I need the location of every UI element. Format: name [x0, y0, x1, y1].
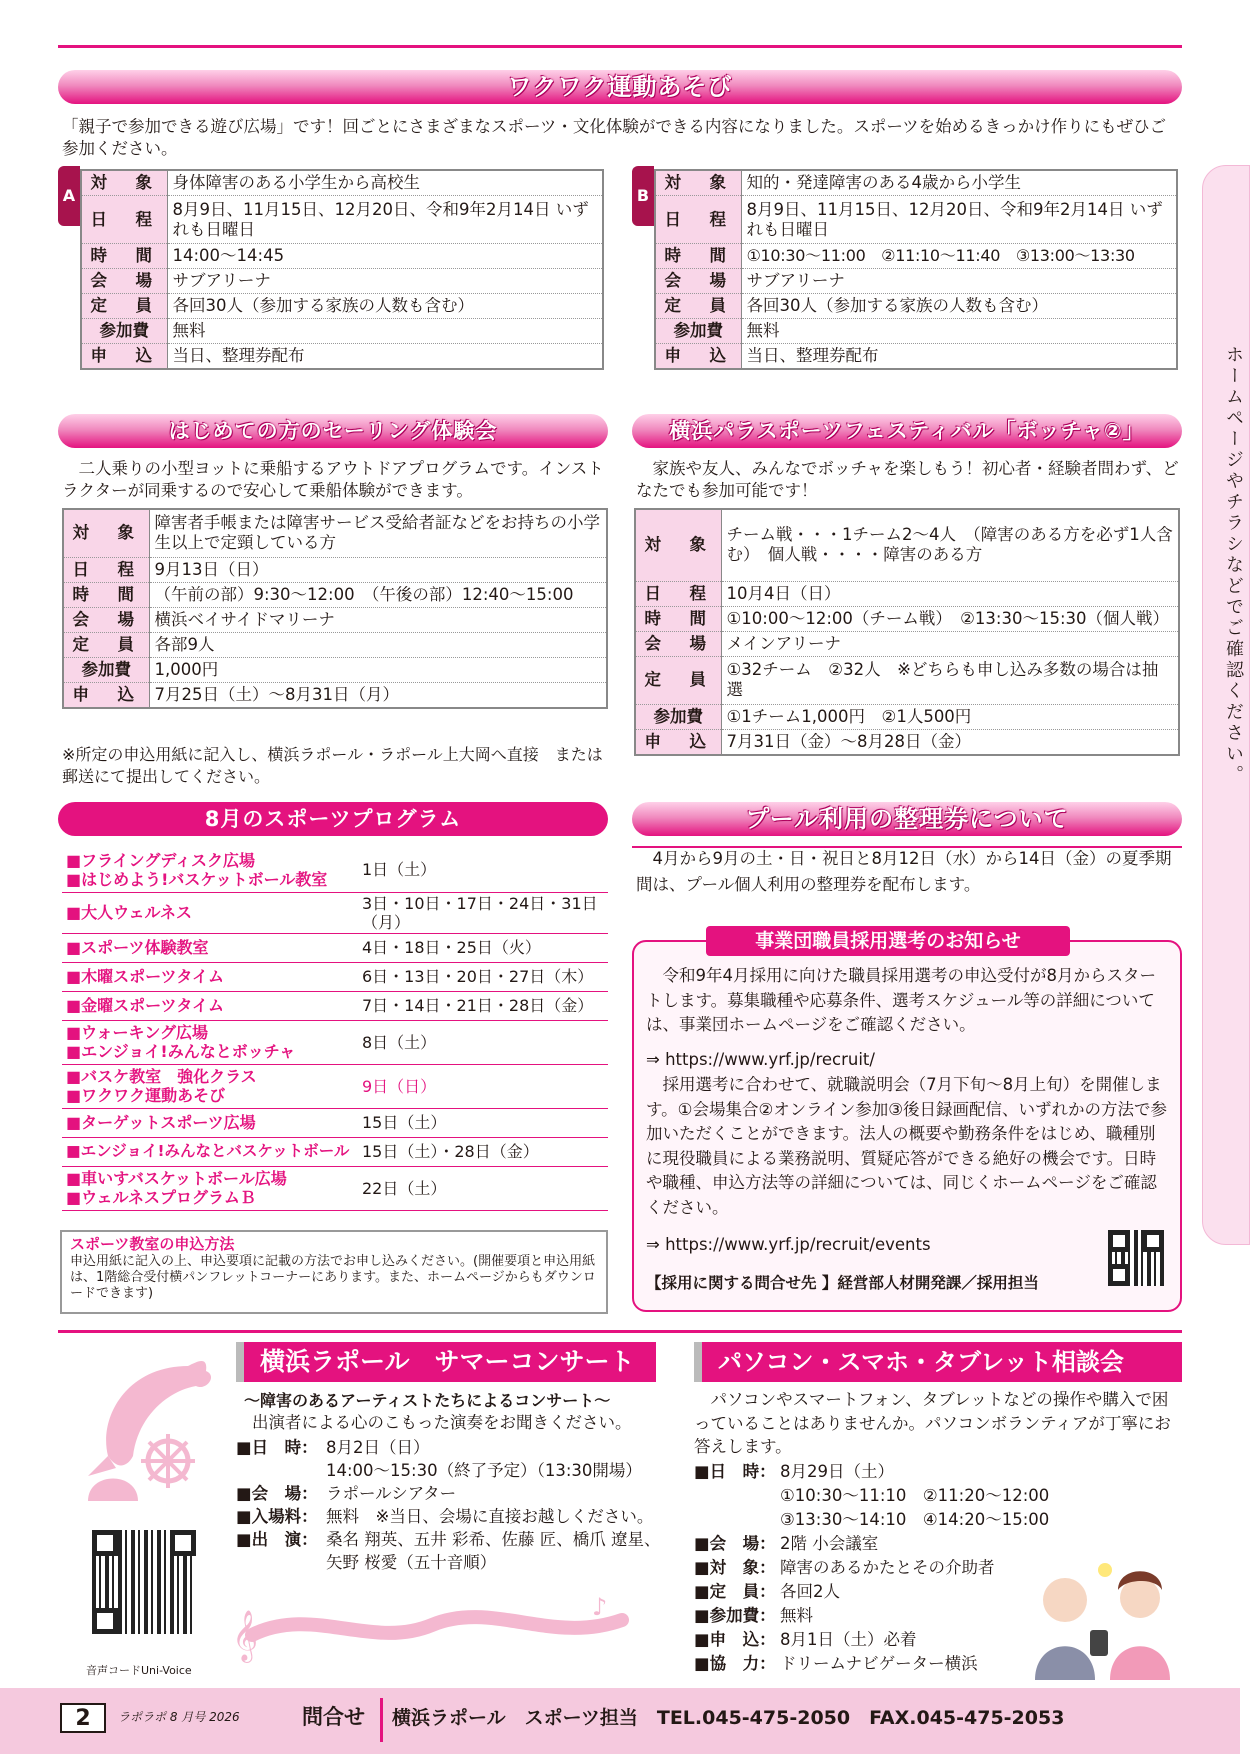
recruit-url1[interactable]: ⇒ https://www.yrf.jp/recruit/ — [646, 1050, 875, 1069]
concert-subtitle: 〜障害のあるアーティストたちによるコンサート〜 — [244, 1391, 611, 1410]
sailing-table: 対 象 障害者手帳または障害サービス受給者証などをお持ちの小学生以上で定頸している方 日 程 9月13日（日） 時 間 （午前の部）9:30〜12:00 （午後の部）12:40〜15:00 会 場 横浜ベイサイドマリーナ 定 員 各部9人 参加費 1,000円 申 込 7月25日（土）〜8月31日（月） — [62, 508, 608, 709]
waku-title: ワクワク運動あそび — [58, 70, 1182, 104]
concert-details: ■日 時： 8月2日（日） 14:00〜15:30（終了予定）（13:30開場） ■会 場： ラポールシアター ■入場料： 無料 ※当日、会場に直接お越しください。 ■出 演： 桑名 翔英、五井 彩希、佐藤 匠、橋爪 遼星、 矢野 桜愛（五十音順） — [236, 1438, 661, 1572]
consultation-illustration — [1030, 1560, 1180, 1680]
notice-title: スポーツ教室の申込方法 — [70, 1235, 235, 1253]
program-name: ■ターゲットスポーツ広場 — [62, 1108, 358, 1137]
page-number: 2 — [60, 1703, 106, 1733]
august-table — [62, 848, 608, 1211]
program-date: 15日（土）・28日（金） — [358, 1137, 608, 1166]
mid-rule — [58, 1330, 1182, 1333]
program-date: 15日（土） — [358, 1108, 608, 1137]
program-name: ■金曜スポーツタイム — [62, 991, 358, 1020]
boccia-intro: 家族や友人、みんなでボッチャを楽しもう！初心者・経験者問わず、どなたでも参加可能です！ — [636, 459, 1179, 500]
program-name: ■スポーツ体験教室 — [62, 933, 358, 962]
music-wave-illustration — [232, 1590, 632, 1660]
concert-intro: 出演者による心のこもった演奏をお聞きください。 — [252, 1413, 632, 1432]
voice-code-qr[interactable] — [92, 1530, 196, 1634]
program-name: ■木曜スポーツタイム — [62, 962, 358, 991]
program-name: ■大人ウェルネス — [62, 892, 358, 933]
boccia-table: 対 象 チーム戦・・・1チーム2〜4人 （障害のある方を必ず1人含む） 個人戦・・・・障害のある方 日 程 10月4日（日） 時 間 ①10:00〜12:00（チーム戦） ②13:30〜15:30（個人戦） 会 場 メインアリーナ 定 員 ①32チーム ②32人 ※どちらも申し込み多数の場合は抽選 参加費 ①1チーム1,000円 ②1人500円 申 込 7月31日（金）〜8月28日（金） — [634, 508, 1180, 756]
svg-text:𝄞: 𝄞 — [232, 1610, 259, 1661]
pc-details: ■日 時： 8月29日（土） ①10:30〜11:10 ②11:20〜12:00 ③13:30〜14:10 ④14:20〜15:00 ■会 場： 2階 小会議室 ■対 象： 障害のあるかたとその介助者 ■定 員： 各回2人 ■参加費： 無料 ■申 込： 8月1日（土）必着 ■協 力： ドリームナビゲーター横浜 — [694, 1462, 1050, 1673]
program-date: 7日・14日・21日・28日（金） — [358, 991, 608, 1020]
recruit-qr-code[interactable] — [1108, 1230, 1164, 1286]
sailing-intro: 二人乗りの小型ヨットに乗船するアウトドアプログラムです。インストラクターが同乗するので安心して乗船体験ができます。 — [62, 459, 604, 500]
sailing-note: ※所定の申込用紙に記入し、横浜ラポール・ラポール上大岡へ直接 または郵送にて提出してください。 — [62, 745, 603, 786]
program-date: 1日（土） — [358, 848, 608, 892]
footer-divider — [380, 1698, 383, 1742]
sailing-title: はじめての方のセーリング体験会 — [58, 414, 608, 448]
program-name: ■ウォーキング広場 ■エンジョイ!みんなとボッチャ — [62, 1020, 358, 1064]
program-name: ■フライングディスク広場 ■はじめよう!バスケットボール教室 — [62, 848, 358, 892]
svg-text:♪: ♪ — [592, 1593, 608, 1621]
pool-title: プール利用の整理券について — [632, 802, 1182, 836]
recruit-url2[interactable]: ⇒ https://www.yrf.jp/recruit/events — [646, 1235, 931, 1254]
program-date: 6日・13日・20日・27日（木） — [358, 962, 608, 991]
waku-a-table: 対 象 身体障害のある小学生から高校生 日 程 8月9日、11月15日、12月20日、令和9年2月14日 いずれも日曜日 時 間 14:00〜14:45 会 場 サブアリーナ 定 員 各回30人（参加する家族の人数も含む） 参加費 無料 申 込 当日、整理券配布 — [80, 169, 604, 370]
august-title: 8月のスポーツプログラム — [58, 802, 608, 836]
contact-label: 問合せ — [302, 1705, 365, 1729]
boccia-title: 横浜パラスポーツフェスティバル「ボッチャ②」 — [632, 414, 1182, 448]
notice-box — [60, 1230, 608, 1314]
top-rule — [58, 45, 1182, 48]
side-note: ホームページやチラシなどでご確認ください。 — [1223, 345, 1244, 786]
notice-text: 申込用紙に記入の上、申込要項に記載の方法でお申し込みください。(開催要項と申込用紙は、1階総合受付横パンフレットコーナーにあります。また、ホームページからもダウンロードできます) — [70, 1254, 596, 1301]
waku-b-table: 対 象 知的・発達障害のある4歳から小学生 日 程 8月9日、11月15日、12月20日、令和9年2月14日 いずれも日曜日 時 間 ①10:30〜11:00 ②11:10〜11:40 ③13:00〜13:30 会 場 サブアリーナ 定 員 各回30人（参加する家族の人数も含む） 参加費 無料 申 込 当日、整理券配布 — [654, 169, 1178, 370]
footer-contact: 横浜ラポール スポーツ担当 TEL.045-475-2050 FAX.045-475-2053 — [392, 1707, 1065, 1729]
recruit-contact: 【採用に関する問合せ先 】経営部人材開発課／採用担当 — [646, 1274, 1039, 1292]
voice-code-label: 音声コードUni-Voice — [86, 1664, 192, 1677]
recruit-p1: 令和9年4月採用に向けた職員採用選考の申込受付が8月からスタートします。募集職種や応募条件、選考スケジュール等の詳細については、事業団ホームページをご確認ください。 — [646, 966, 1156, 1034]
program-name: ■エンジョイ!みんなとバスケットボール — [62, 1137, 358, 1166]
program-date: 3日・10日・17日・24日・31日（月） — [358, 892, 608, 933]
pc-intro: パソコンやスマートフォン、タブレットなどの操作や購入で困っていることはありませんか。パソコンボランティアが丁寧にお答えします。 — [694, 1390, 1171, 1456]
waku-intro: 「親子で参加できる遊び広場」です！回ごとにさまざまなスポーツ・文化体験ができる内容になりました。スポーツを始めるきっかけ作りにもぜひご参加ください。 — [62, 117, 1167, 158]
program-date: 8日（土） — [358, 1020, 608, 1064]
dolphin-illustration — [78, 1346, 228, 1506]
program-date: 22日（土） — [358, 1166, 608, 1210]
tab-b: B — [632, 166, 654, 226]
pool-text: 4月から9月の土・日・祝日と8月12日（水）から14日（金）の夏季期間は、プール個人利用の整理券を配布します。 — [636, 849, 1172, 894]
program-name: ■車いすバスケットボール広場 ■ウェルネスプログラムＢ — [62, 1166, 358, 1210]
pc-title: パソコン・スマホ・タブレット相談会 — [694, 1342, 1182, 1382]
recruit-title: 事業団職員採用選考のお知らせ — [706, 926, 1070, 956]
program-name: ■バスケ教室 強化クラス ■ワクワク運動あそび — [62, 1064, 358, 1108]
program-date: 4日・18日・25日（火） — [358, 933, 608, 962]
concert-title: 横浜ラポール サマーコンサート — [236, 1342, 656, 1382]
tab-a: A — [58, 166, 80, 226]
recruit-p2: 採用選考に合わせて、就職説明会（7月下旬〜8月上旬）を開催します。①会場集合②オンライン参加③後日録画配信、いずれかの方法で参加いただくことができます。法人の概要や勤務条件をはじめ、職種別に現役職員による業務説明、質疑応答ができる絶好の機会です。日時や職種、申込方法等の詳細については、同じくホームページをご確認ください。 — [646, 1075, 1168, 1217]
program-date: 9日（日） — [358, 1064, 608, 1108]
issue-label: ラポラポ 8 月号 2026 — [118, 1710, 240, 1724]
